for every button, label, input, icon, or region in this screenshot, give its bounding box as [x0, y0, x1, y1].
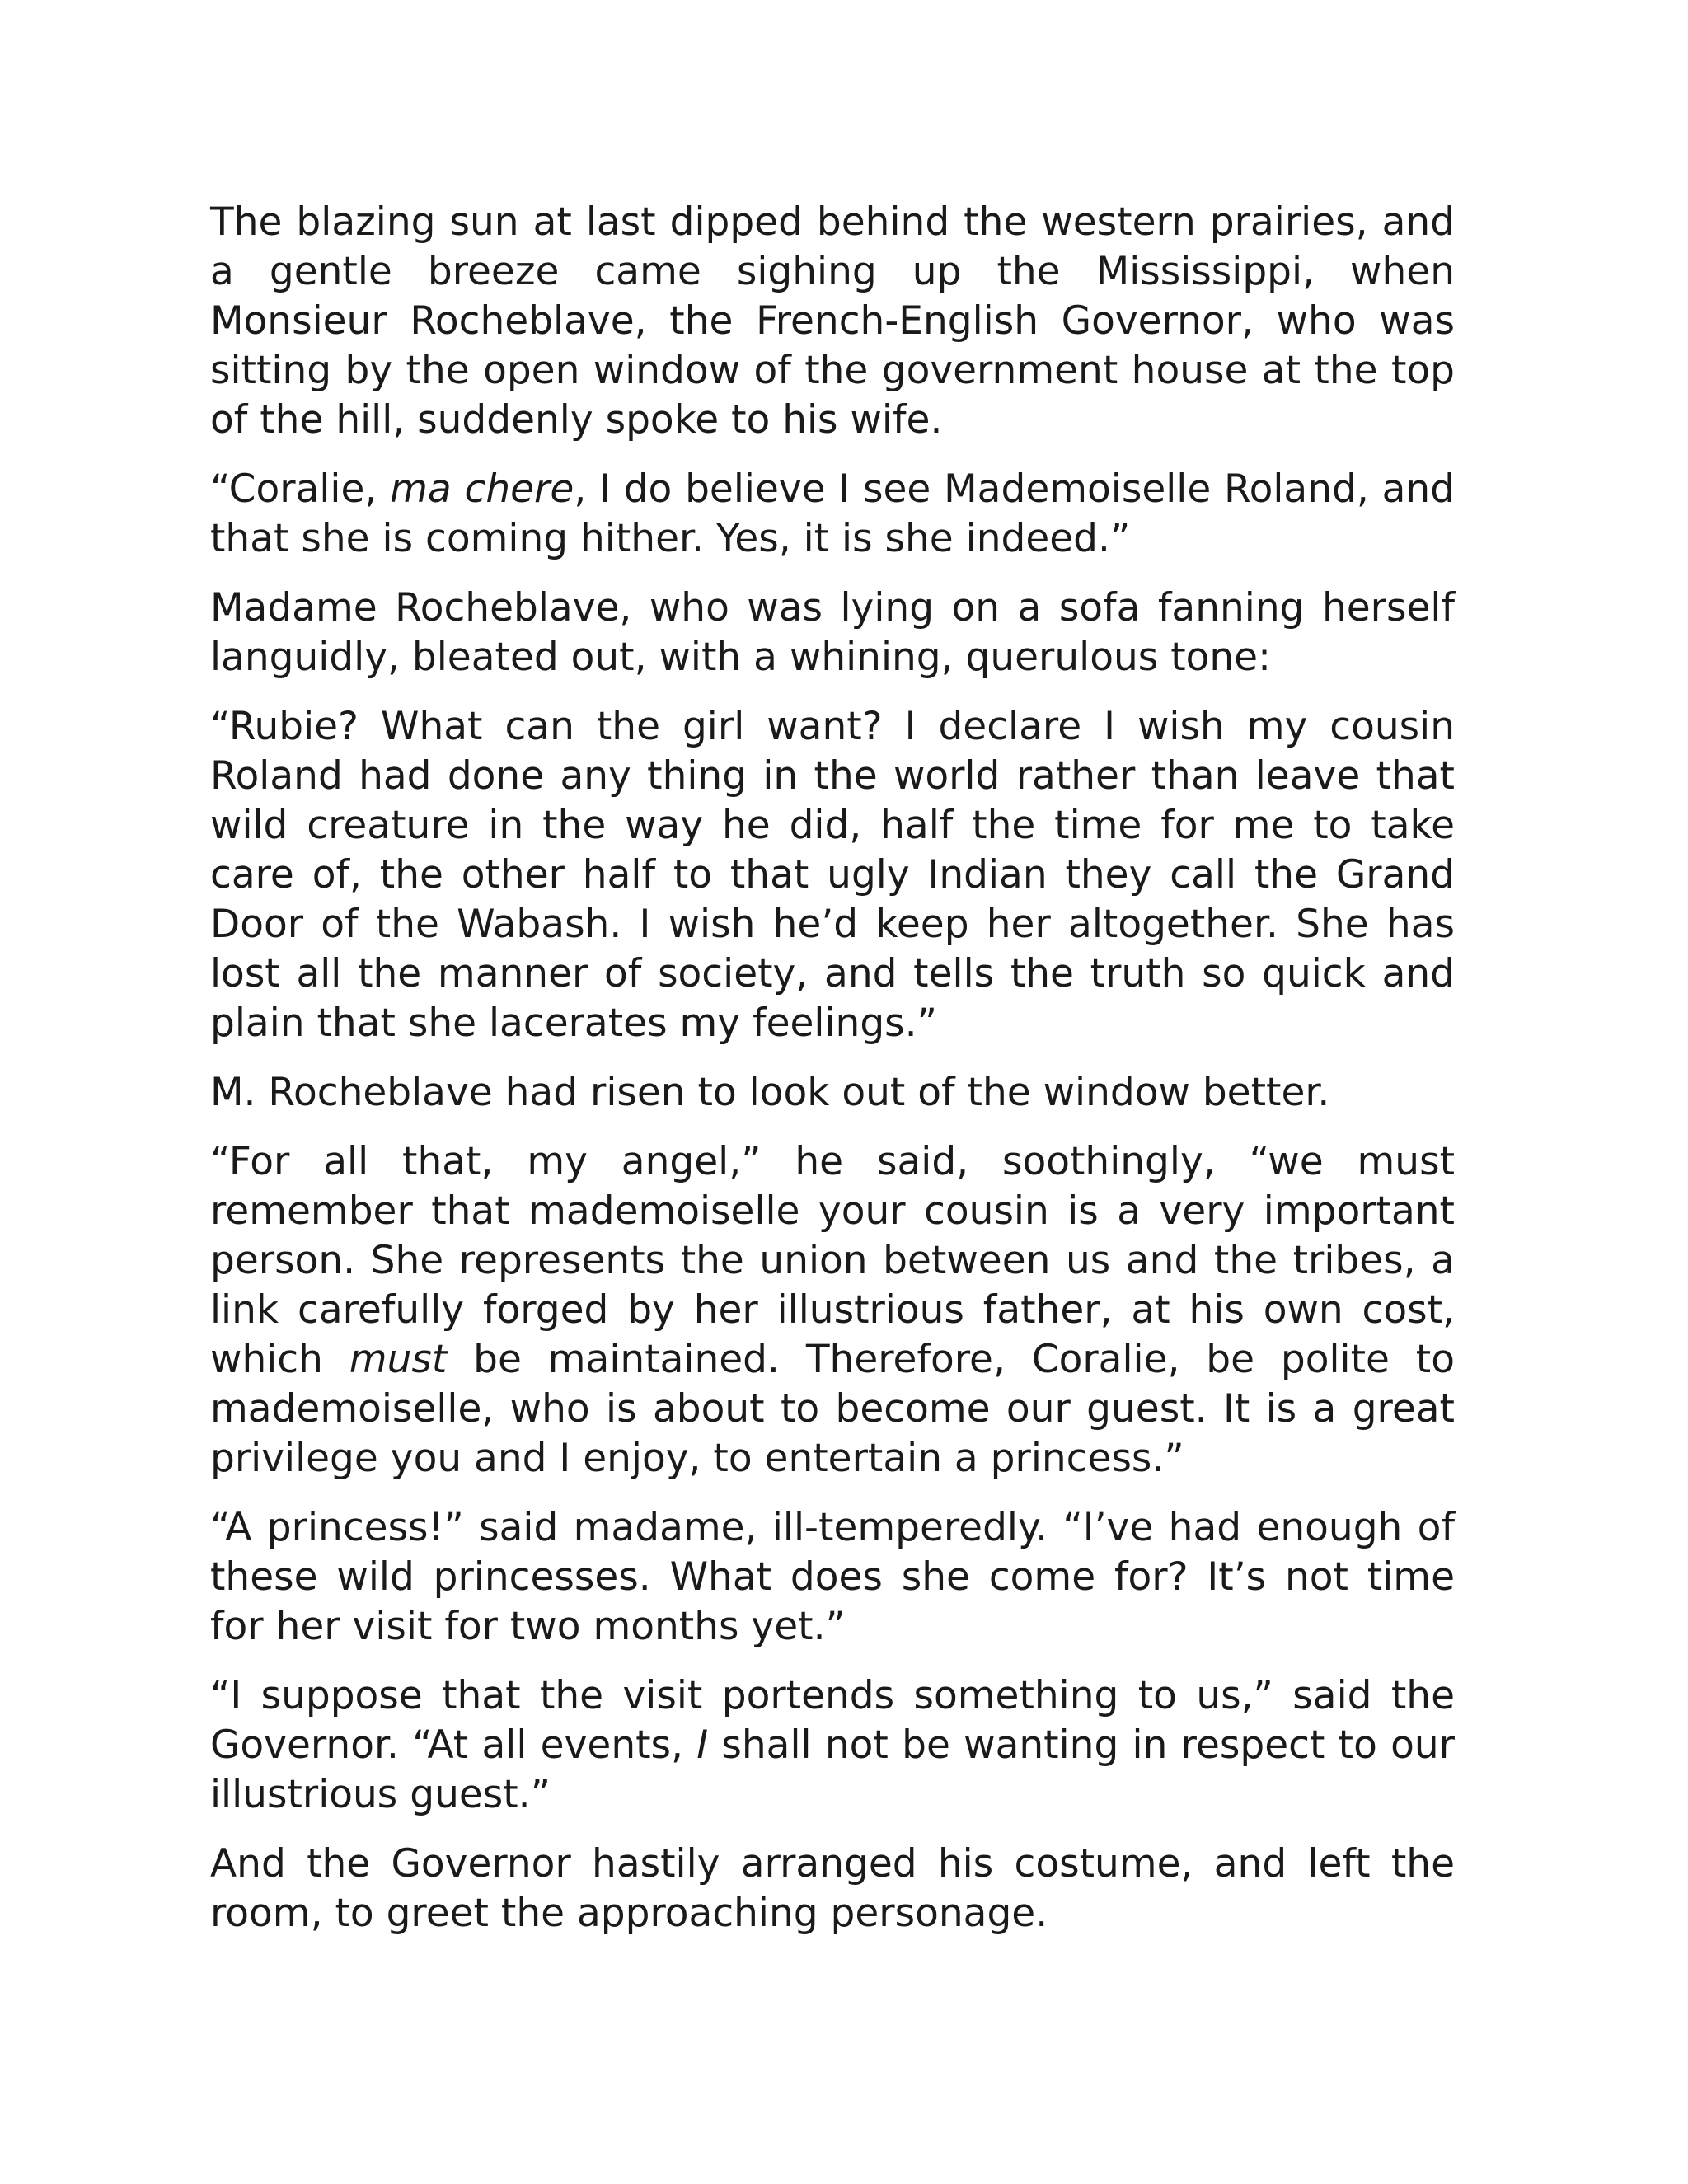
paragraph-5	[210, 1068, 1455, 1118]
paragraph-text: “A princess!” said madame, ill-temperedly. “I’ve had enough of these wild princesses. What does she come for? It’s not time for her visit for two months yet.”	[210, 1505, 1455, 1649]
paragraph-text: “I suppose that the visit portends something to us,” said the Governor. “At all events,	[210, 1673, 1455, 1768]
paragraph-8	[210, 1671, 1455, 1820]
italic-text: I	[696, 1722, 709, 1768]
italic-text: ma chere	[390, 466, 574, 512]
paragraph-text: “Coralie,	[210, 466, 391, 512]
paragraph-6	[210, 1137, 1455, 1483]
document-page	[210, 198, 1455, 1958]
paragraph-text: be maintained. Therefore, Coralie, be polite to mademoiselle, who is about to become our guest. It is a great privilege you and I enjoy, to entertain a princess.”	[210, 1337, 1455, 1481]
paragraph-3	[210, 583, 1455, 682]
paragraph-text: And the Governor hastily arranged his costume, and left the room, to greet the approaching personage.	[210, 1841, 1455, 1936]
paragraph-text: , I do believe I see Mademoiselle Roland, and that she is coming hither. Yes, it is she indeed.”	[210, 466, 1455, 561]
paragraph-1	[210, 198, 1455, 445]
paragraph-text: “Rubie? What can the girl want? I declare I wish my cousin Roland had done any thing in the world rather than leave that wild creature in the way he did, half the time for me to take care of, the other half to that ugly Indian they call the Grand Door of the Wabash. I wish he’d keep her altogether. She has lost all the manner of society, and tells the truth so quick and plain that she lacerates my feelings.”	[210, 704, 1455, 1046]
italic-text: must	[349, 1337, 448, 1382]
paragraph-text: “For all that, my angel,” he said, soothingly, “we must remember that mademoiselle your cousin is a very important person. She represents the union between us and the tribes, a link carefully forged by her illustrious father, at his own cost, which	[210, 1139, 1455, 1382]
paragraph-9	[210, 1840, 1455, 1938]
paragraph-2	[210, 465, 1455, 564]
paragraph-text: The blazing sun at last dipped behind the western prairies, and a gentle breeze came sighing up the Mississippi, when Monsieur Rocheblave, the French-English Governor, who was sitting by the open window of the government house at the top of the hill, suddenly spoke to his wife.	[210, 199, 1455, 443]
paragraph-7	[210, 1503, 1455, 1652]
paragraph-text: M. Rocheblave had risen to look out of the window better.	[210, 1070, 1330, 1115]
paragraph-text: shall not be wanting in respect to our illustrious guest.”	[210, 1722, 1455, 1817]
paragraph-text: Madame Rocheblave, who was lying on a sofa fanning herself languidly, bleated out, with a whining, querulous tone:	[210, 585, 1455, 680]
paragraph-4	[210, 702, 1455, 1048]
